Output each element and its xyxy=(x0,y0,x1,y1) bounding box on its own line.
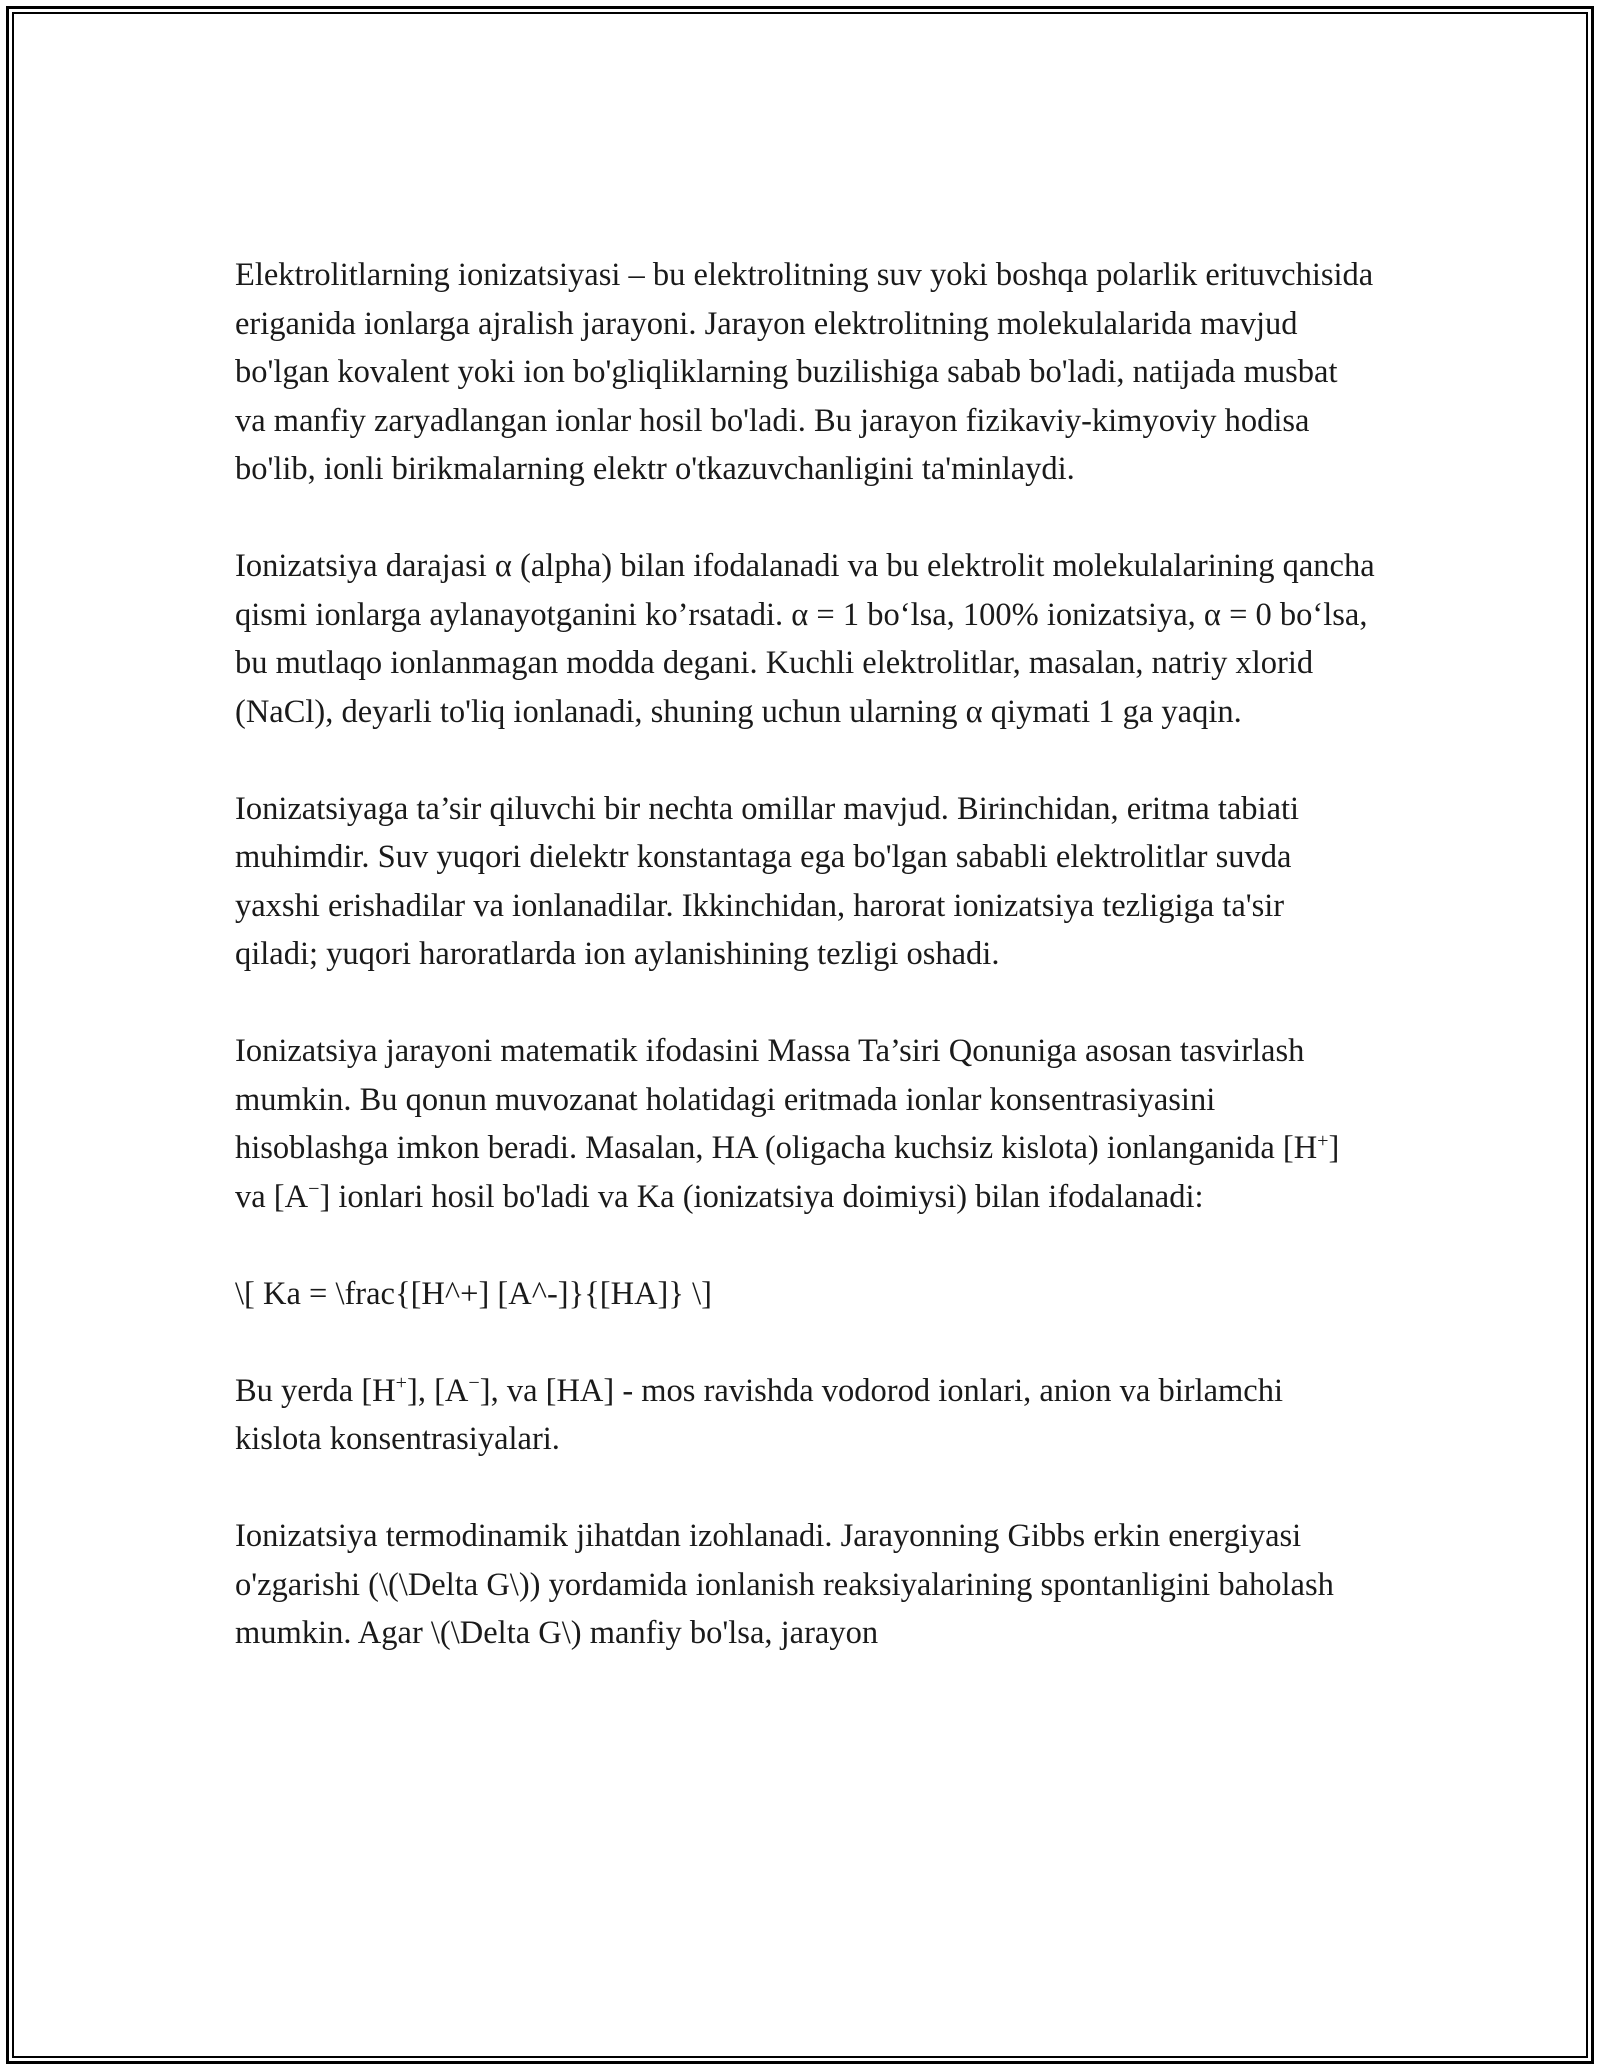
superscript-plus: + xyxy=(395,1372,408,1395)
text-fragment: Ionizatsiya jarayoni matematik ifodasini Massa Ta’siri Qonuniga asosan tasvirlash mumkin. Bu qonun muvozanat holatidagi eritmada ionlar konsentrasiyasini hisoblashga imkon beradi. Masalan, HA (oligacha kuchsiz kislota) ionlanganida [H xyxy=(235,1033,1318,1166)
superscript-plus: + xyxy=(1317,1129,1329,1152)
superscript-minus: − xyxy=(308,1178,320,1201)
document-body xyxy=(235,251,1375,1658)
paragraph-ionization-definition: Elektrolitlarning ionizatsiyasi – bu elektrolitning suv yoki boshqa polarlik erituvchisida eriganida ionlarga ajralish jarayoni. Jarayon elektrolitning molekulalarida mavjud bo'lgan kovalent yoki ion bo'gliqliklarning buzilishiga sabab bo'ladi, natijada musbat va manfiy zaryadlangan ionlar hosil bo'ladi. Bu jarayon fizikaviy-kimyoviy hodisa bo'lib, ionli birikmalarning elektr o'tkazuvchanligini ta'minlaydi. xyxy=(235,257,1374,487)
text-fragment: ] va [A xyxy=(235,1130,1340,1215)
equation-ka: \[ Ka = \frac{[H^+] [A^-]}{[HA]} \] xyxy=(235,1275,712,1312)
paragraph-mass-action-law xyxy=(235,1027,1375,1221)
superscript-minus: − xyxy=(468,1372,480,1395)
paragraph-equation-legend xyxy=(235,1367,1375,1464)
text-fragment: ], va [HA] - mos ravishda vodorod ionlari, anion va birlamchi kislota konsentrasiyalari. xyxy=(235,1372,1284,1457)
text-fragment: Bu yerda [H xyxy=(235,1372,396,1409)
paragraph-ionization-factors: Ionizatsiyaga ta’sir qiluvchi bir nechta omillar mavjud. Birinchidan, eritma tabiati muhimdir. Suv yuqori dielektr konstantaga ega bo'lgan sababli elektrolitlar suvda yaxshi erishadilar va ionlanadilar. Ikkinchidan, harorat ionizatsiya tezligiga ta'sir qiladi; yuqori haroratlarda ion aylanishining tezligi oshadi. xyxy=(235,790,1300,972)
text-fragment: ], [A xyxy=(407,1372,469,1409)
paragraph-thermodynamics: Ionizatsiya termodinamik jihatdan izohlanadi. Jarayonning Gibbs erkin energiyasi o'zgarishi (\(\Delta G\)) yordamida ionlanish reaksiyalarining spontanligini baholash mumkin. Agar \(\Delta G\) manfiy bo'lsa, jarayon xyxy=(235,1518,1334,1651)
paragraph-ionization-degree: Ionizatsiya darajasi α (alpha) bilan ifodalanadi va bu elektrolit molekulalarining qancha qismi ionlarga aylanayotganini ko’rsatadi. α = 1 bo‘lsa, 100% ionizatsiya, α = 0 bo‘lsa, bu mutlaqo ionlanmagan modda degani. Kuchli elektrolitlar, masalan, natriy xlorid (NaCl), deyarli to'liq ionlanadi, shuning uchun ularning α qiymati 1 ga yaqin. xyxy=(235,548,1375,730)
text-fragment: ] ionlari hosil bo'ladi va Ka (ionizatsiya doimiysi) bilan ifodalanadi: xyxy=(319,1178,1204,1215)
